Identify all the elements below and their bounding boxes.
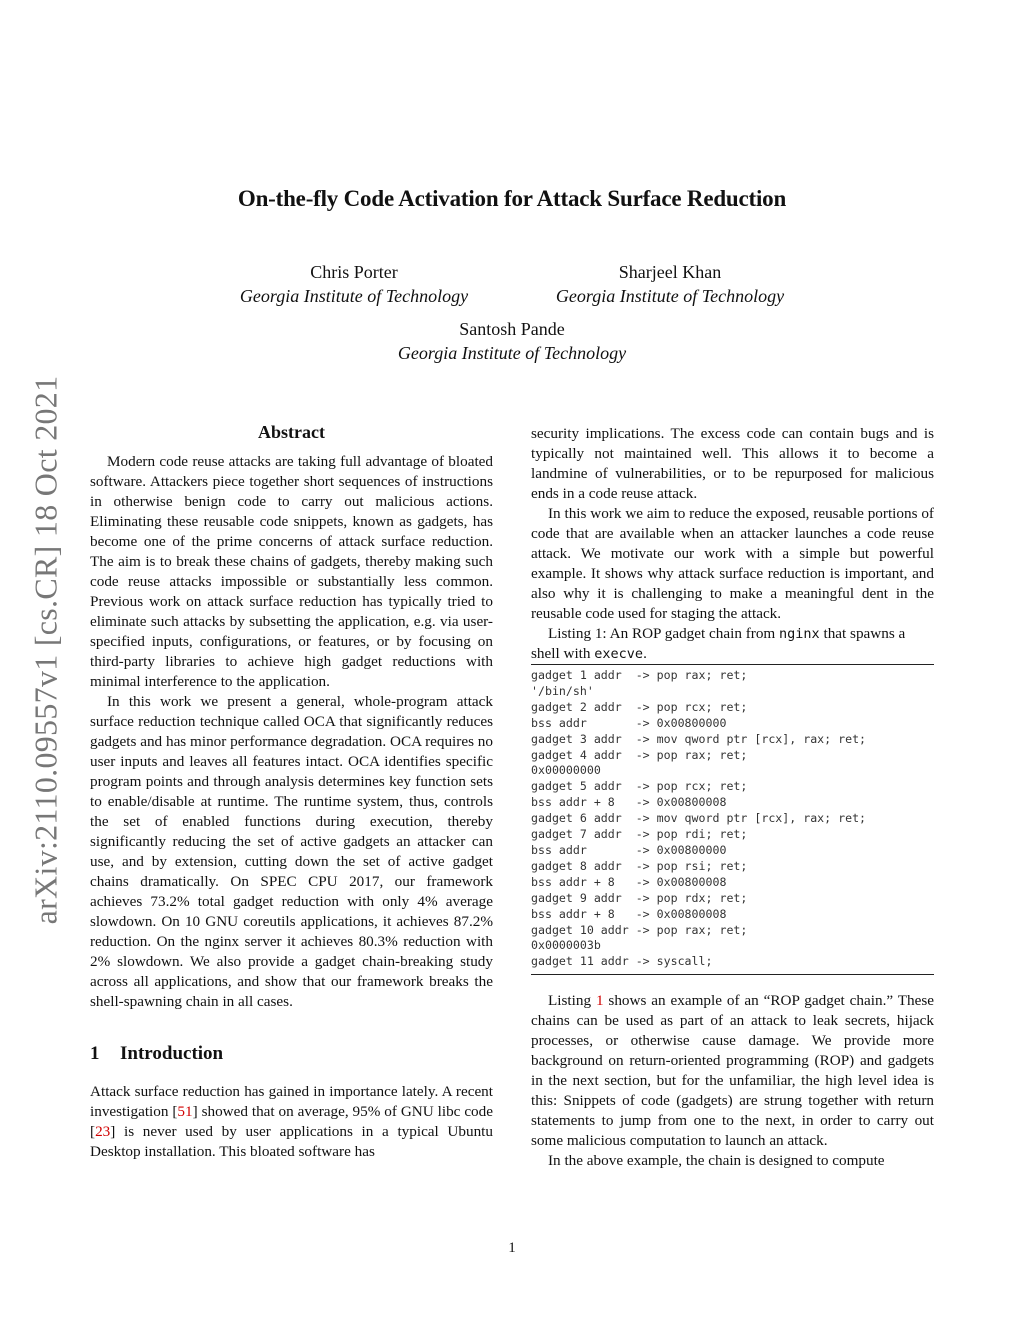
listing-reference-link[interactable]: 1 — [595, 992, 604, 1010]
code-line: gadget 5 addr -> pop rcx; ret; — [531, 779, 748, 794]
arxiv-identifier: arXiv:2110.09557v1 [cs.CR] 18 Oct 2021 — [27, 375, 64, 925]
abstract-heading: Abstract — [258, 422, 325, 442]
author-1 — [204, 260, 504, 308]
author-affiliation: Georgia Institute of Technology — [239, 286, 469, 306]
intro-paragraph: Listing 1 shows an example of an “ROP gadget chain.” These chains can be used as part of an attack to leak secrets, hijack processes, or otherwise cause damage. We provide more background on return-oriented programming (ROP) and gadgets in the next section, but for the unfamiliar, the high level idea is this: Snippets of code (gadgets) are strung together with return statements to jump from one to the next, in order to carry out some malicious computation to launch an attack. — [531, 992, 934, 1150]
author-name: Chris Porter — [310, 262, 398, 282]
section-heading-introduction — [90, 1044, 493, 1064]
code-line: gadget 11 addr -> syscall; — [531, 954, 713, 969]
author-affiliation: Georgia Institute of Technology — [397, 343, 627, 363]
inline-code: nginx — [779, 626, 820, 642]
author-2 — [520, 260, 820, 308]
citation-link[interactable]: 23 — [95, 1123, 111, 1140]
right-column — [531, 424, 934, 1171]
intro-paragraph-continued: ] is never used by user applications in a typical Ubuntu Desktop installation. This bloated software has — [90, 1123, 493, 1160]
inline-code: execve — [594, 646, 644, 662]
code-listing — [531, 664, 934, 975]
code-line: '/bin/sh' — [531, 683, 594, 698]
author-name: Santosh Pande — [459, 319, 565, 339]
code-line: bss addr -> 0x00800000 — [531, 842, 727, 857]
code-line: gadget 6 addr -> mov qword ptr [rcx], rax; ret; — [531, 811, 867, 826]
code-line: gadget 1 addr -> pop rax; ret; — [531, 668, 748, 682]
page-number: 1 — [508, 1240, 516, 1256]
code-line: 0x00000000 — [531, 763, 601, 778]
author-3 — [362, 317, 662, 365]
intro-paragraph: In the above example, the chain is designed to compute — [548, 1152, 885, 1170]
code-line: bss addr + 8 -> 0x00800008 — [531, 906, 727, 921]
abstract-paragraph: Modern code reuse attacks are taking full advantage of bloated software. Attackers piece together short sequences of instructions in otherwise benign code to carry out malicious actions. Eliminating these reusable code snippets, known as gadgets, has become one of the prime concerns of attack surface reduction. The aim is to break these chains of gadgets, thereby making such code reuse attacks impossible or substantially less common. Previous work on attack surface reduction has typically tried to eliminate such attacks by subsetting the application, e.g. via user-specified inputs, configurations, or features, or by focusing on third-party libraries to achieve high gadget reductions with minimal interference to the application. — [90, 453, 493, 690]
code-line: bss addr -> 0x00800000 — [531, 715, 727, 730]
code-line: gadget 7 addr -> pop rdi; ret; — [531, 827, 748, 842]
intro-paragraph: In this work we aim to reduce the exposed, reusable portions of code that are available when an attacker launches a code reuse attack. We motivate our work with a simple but powerful example. It shows why attack surface reduction is important, and also why it is challenging to make a meaningful dent in the reusable code used for staging the attack. — [531, 505, 934, 622]
code-line: bss addr + 8 -> 0x00800008 — [531, 874, 727, 889]
section-number: 1 — [90, 1043, 100, 1064]
code-line: 0x0000003b — [531, 938, 601, 953]
intro-paragraph-continued: security implications. The excess code can contain bugs and is typically not maintained well. This allows it to become a landmine of vulnerabilities, or to be repurposed for malicious ends in a code reuse attack. — [531, 425, 934, 502]
abstract-paragraph: In this work we present a general, whole-program attack surface reduction technique called OCA that significantly reduces gadgets and has minor performance degradation. OCA requires no user inputs and leaves all features intact. OCA identifies specific program points and through analysis determines key function sets to enable/disable at runtime. The runtime system, thus, controls the set of enabled functions during execution, thereby significantly reducing the set of active gadgets an attacker can use, and by extension, cutting down the set of active gadget chains dramatically. On SPEC CPU 2017, our framework achieves 73.2% total gadget reduction with only 4% average slowdown. On 10 GNU coreutils applications, it achieves 87.2% reduction. On the nginx server it achieves 80.3% reduction with 2% slowdown. We also provide a gadget chain-breaking study across all applications, and show that our framework breaks the shell-spawning chain in all cases. — [90, 693, 493, 1010]
citation-link[interactable]: 51 — [177, 1103, 193, 1120]
left-column — [90, 422, 493, 1162]
code-line: gadget 3 addr -> mov qword ptr [rcx], rax; ret; — [531, 731, 867, 746]
author-name: Sharjeel Khan — [618, 262, 722, 282]
intro-paragraph: Attack surface reduction has gained in importance lately. A recent investigation [51] showed that on average, 95% of GNU libc code [23] is never used by user applications in a typical Ubuntu Desktop installation. This bloated software has — [90, 1083, 493, 1160]
code-line: gadget 2 addr -> pop rcx; ret; — [531, 699, 748, 714]
code-line: bss addr + 8 -> 0x00800008 — [531, 795, 727, 810]
code-line: gadget 4 addr -> pop rax; ret; — [531, 747, 748, 762]
section-title: Introduction — [120, 1043, 224, 1064]
listing-caption: Listing 1: An ROP gadget chain from nginx that spawns a shell with execve. — [531, 625, 906, 662]
author-affiliation: Georgia Institute of Technology — [555, 286, 785, 306]
arxiv-sidebar — [28, 360, 64, 940]
code-line: gadget 9 addr -> pop rdx; ret; — [531, 890, 748, 905]
code-line: gadget 8 addr -> pop rsi; ret; — [531, 858, 748, 873]
paper-title: On-the-fly Code Activation for Attack Surface Reduction — [237, 186, 787, 211]
code-line: gadget 10 addr -> pop rax; ret; — [531, 922, 748, 937]
